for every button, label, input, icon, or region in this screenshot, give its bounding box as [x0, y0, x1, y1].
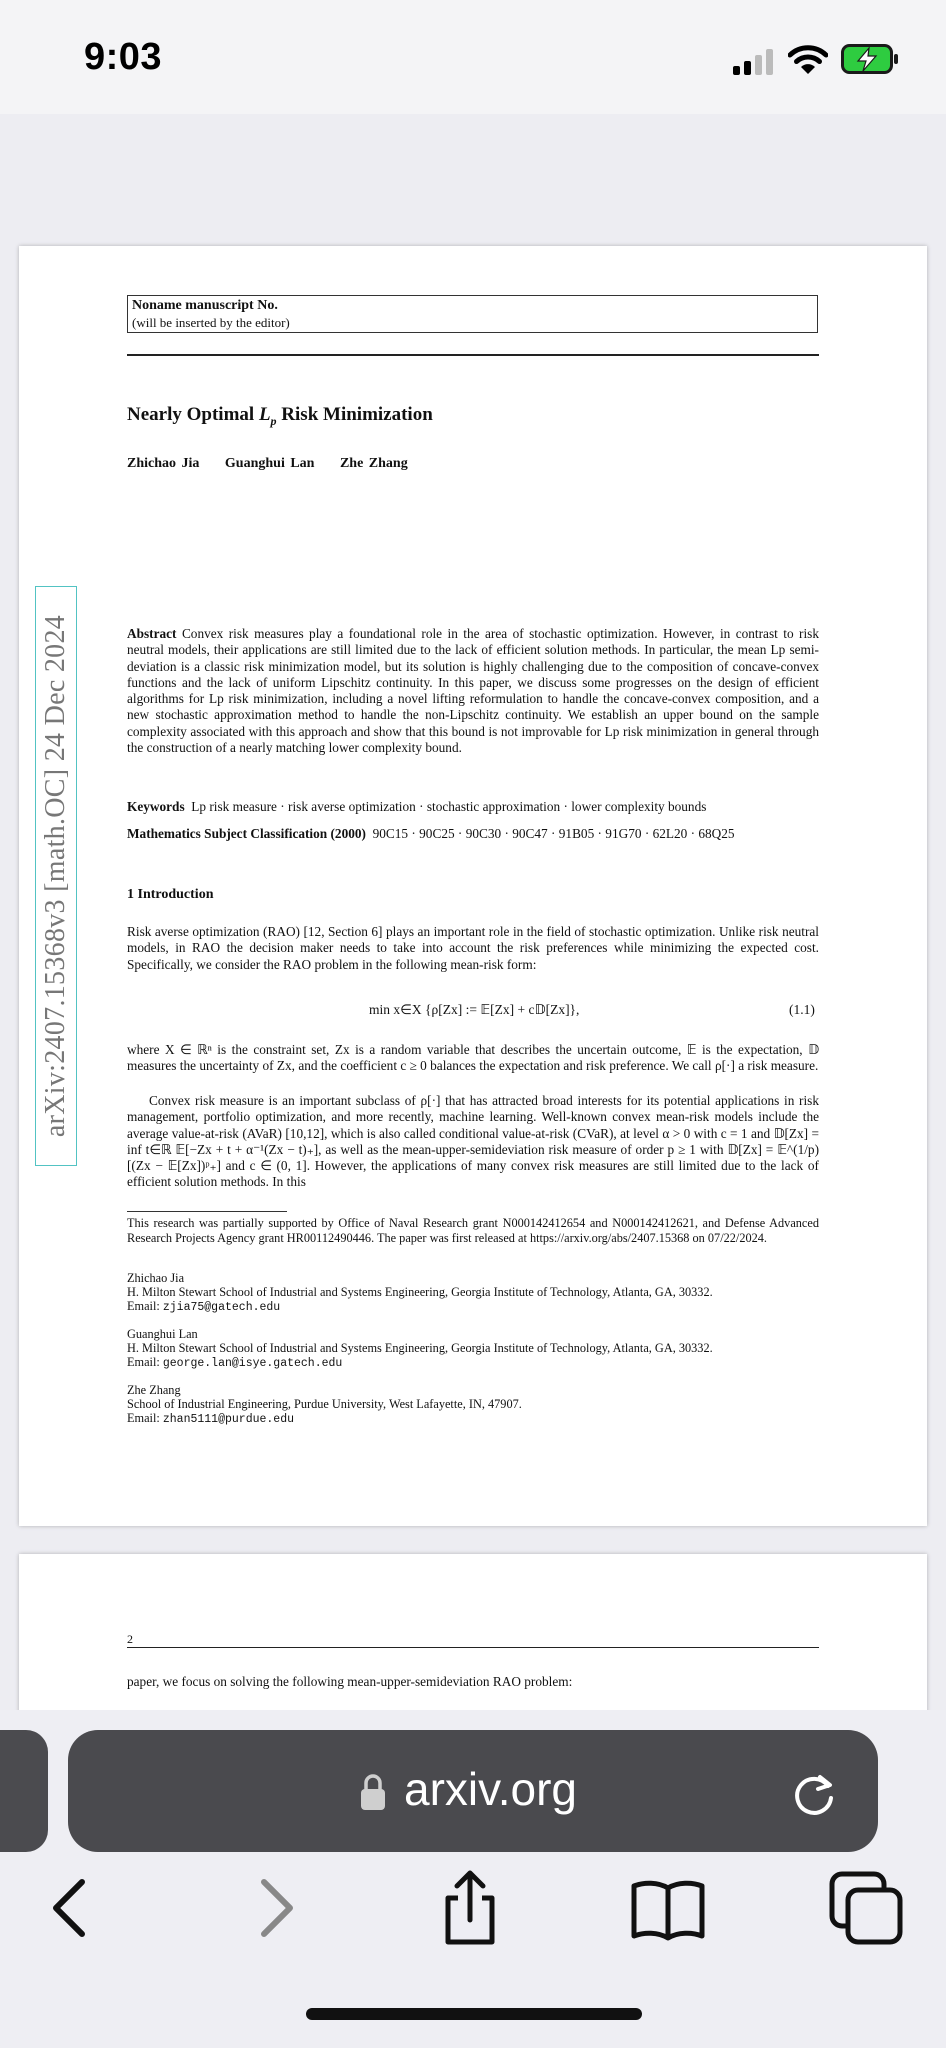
footnote: This research was partially supported by Office of Naval Research grant N000142412654 and N000142412621, and Defense Advanced Research Projects Agency grant HR00112490446. The paper was first released at https://arxiv.org/abs/2407.15368 on 07/22/2024. — [127, 1216, 819, 1245]
status-bar — [0, 0, 946, 114]
intro-paragraph-1: Risk averse optimization (RAO) [12, Section 6] plays an important role in the field of stochastic optimization. Unlike risk neutral models, in RAO the decision maker needs to take into account the risk preferences while minimizing the expected cost. Specifically, we consider the RAO problem in the following mean-risk form: — [127, 924, 819, 972]
tabs-icon[interactable] — [826, 1868, 906, 1948]
abstract-text: Convex risk measures play a foundational role in the area of stochastic optimization. However, in contrast to risk neutral models, their applications are still limited due to the lack of efficient solution methods. In particular, the mean Lp semi-deviation is a classic risk minimization model, but its solution is highly challenging due to the composition of concave-convex functions and the lack of uniform Lipschitz continuity. In this paper, we discuss some progresses on the design of efficient algorithms for Lp risk minimization, including a novel lifting reformulation to handle the concave-convex composition, and a new stochastic approximation method to handle the non-Lipschitz continuity. We establish an upper bound on the sample complexity associated with this approach and show that this bound is not improvable for Lp risk minimization in general through the construction of a nearly matching lower complexity bound. — [127, 626, 820, 756]
msc-classification — [127, 826, 819, 842]
affiliation — [127, 1327, 827, 1371]
affiliation-institution: H. Milton Stewart School of Industrial and Systems Engineering, Georgia Institute of Technology, Atlanta, GA, 30332. — [127, 1341, 713, 1355]
pdf-page-1[interactable] — [19, 246, 927, 1526]
affiliation-email[interactable]: zjia75@gatech.edu — [162, 1301, 281, 1314]
footnote-rule — [127, 1211, 287, 1212]
author-name: Guanghui Lan — [224, 456, 315, 471]
affiliation-institution: H. Milton Stewart School of Industrial and Systems Engineering, Georgia Institute of Technology, Atlanta, GA, 30332. — [127, 1285, 713, 1299]
cellular-signal-icon — [733, 47, 777, 75]
battery-charging-icon — [841, 44, 899, 74]
header-rule — [127, 354, 819, 356]
msc-text: 90C15 · 90C25 · 90C30 · 90C47 · 91B05 · 91G70 · 62L20 · 68Q25 — [372, 826, 735, 841]
equation-number: (1.1) — [789, 1002, 815, 1017]
previous-tab-address-bar[interactable] — [0, 1730, 48, 1852]
affiliation — [127, 1383, 827, 1427]
affiliation-name: Zhe Zhang — [127, 1383, 181, 1397]
keywords-text: Lp risk measure · risk averse optimization · stochastic approximation · lower complexity bounds — [191, 799, 707, 814]
header-rule — [127, 1647, 819, 1648]
home-indicator[interactable] — [306, 2008, 642, 2020]
pdf-page-2[interactable] — [19, 1554, 927, 1710]
author-name: Zhichao Jia — [127, 456, 200, 471]
lock-icon — [360, 1772, 386, 1812]
reload-icon[interactable] — [790, 1768, 840, 1818]
msc-label: Mathematics Subject Classification (2000) — [127, 826, 366, 841]
address-bar[interactable] — [68, 1730, 878, 1852]
pdf-viewer[interactable] — [0, 114, 946, 1710]
intro-paragraph-3: Convex risk measure is an important subclass of ρ[·] that has attracted broad interests for its potential applications in risk management, portfolio optimization, and more recently, machine learning. Well-known convex mean-risk models include the average value-at-risk (AVaR) [10,12], which is also called conditional value-at-risk (CVaR), at level α > 0 with c = 1 and 𝔻[Zx] = inf t∈ℝ 𝔼[−Zx + t + α⁻¹(Zx − t)₊], as well as the mean-upper-semideviation risk measure of order p ≥ 1 with 𝔻[Zx] = 𝔼^(1/p)[(Zx − 𝔼[Zx])ᵖ₊] and c ∈ (0, 1]. However, the applications of many convex risk measures are still limited due to the lack of efficient solution methods. In this — [127, 1093, 819, 1190]
page-number: 2 — [127, 1632, 133, 1646]
keywords-label: Keywords — [127, 799, 185, 814]
status-time: 9:03 — [84, 36, 163, 78]
affiliation-email[interactable]: zhan5111@purdue.edu — [162, 1413, 294, 1426]
keywords — [127, 799, 819, 815]
bookmarks-icon[interactable] — [628, 1868, 708, 1948]
forward-icon[interactable] — [236, 1868, 316, 1948]
affiliation-institution: School of Industrial Engineering, Purdue University, West Lafayette, IN, 47907. — [127, 1397, 522, 1411]
affiliation-email[interactable]: george.lan@isye.gatech.edu — [162, 1357, 343, 1370]
affiliation — [127, 1271, 827, 1315]
abstract-label: Abstract — [127, 626, 177, 641]
author-name: Zhe Zhang — [339, 456, 408, 471]
manuscript-box — [127, 295, 818, 333]
manuscript-note: (will be inserted by the editor) — [132, 315, 290, 330]
manuscript-label: Noname manuscript No. — [132, 298, 278, 313]
arxiv-stamp[interactable] — [35, 586, 77, 1166]
back-icon[interactable] — [30, 1868, 110, 1948]
email-label: Email: — [127, 1299, 160, 1313]
email-label: Email: — [127, 1411, 160, 1425]
intro-paragraph-2: where X ∈ ℝⁿ is the constraint set, Zx is a random variable that describes the uncertain outcome, 𝔼 is the expectation, 𝔻 measures the uncertainty of Zx, and the coefficient c ≥ 0 balances the expectation and risk preference. We call ρ[·] a risk measure. — [127, 1042, 819, 1074]
section-heading: 1 Introduction — [127, 887, 214, 902]
wifi-icon — [788, 44, 828, 76]
affiliation-name: Zhichao Jia — [127, 1271, 185, 1285]
affiliation-name: Guanghui Lan — [127, 1327, 198, 1341]
page2-paragraph: paper, we focus on solving the following mean-upper-semideviation RAO problem: — [127, 1674, 573, 1689]
share-icon[interactable] — [430, 1868, 510, 1948]
abstract — [127, 626, 819, 756]
author-list — [127, 456, 428, 472]
url-text: arxiv.org — [404, 1763, 577, 1815]
arxiv-stamp-text: arXiv:2407.15368v3 [math.OC] 24 Dec 2024 — [40, 614, 71, 1138]
paper-title: Nearly Optimal $L_p$ Risk Minimization — [127, 404, 433, 428]
equation-1-1: min x∈X {ρ[Zx] := 𝔼[Zx] + c𝔻[Zx]}, — [369, 1002, 580, 1017]
email-label: Email: — [127, 1355, 160, 1369]
